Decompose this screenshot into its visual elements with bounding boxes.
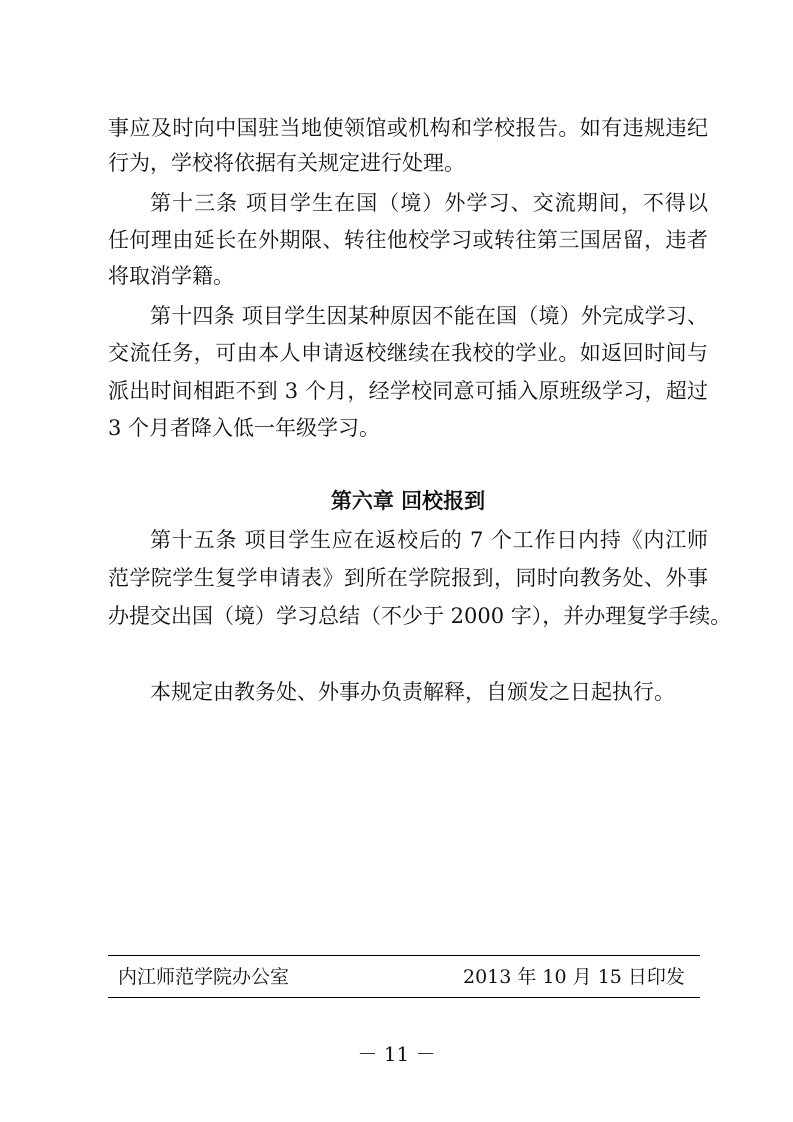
closing-statement: 本规定由教务处、外事办负责解释，自颁发之日起执行。 xyxy=(150,680,675,704)
chapter-heading: 第六章 回校报到 xyxy=(330,489,486,513)
article-15-line-3: 办提交出国（境）学习总结（不少于 2000 字），并办理复学手续。 xyxy=(108,604,732,628)
article-14-line-3: 派出时间相距不到 3 个月，经学校同意可插入原班级学习，超过 xyxy=(108,379,708,403)
paragraph-1-line-1: 事应及时向中国驻当地使领馆或机构和学校报告。如有违规违纪 xyxy=(108,116,708,140)
article-13-line-3: 将取消学籍。 xyxy=(108,264,234,288)
footer-rule-bottom xyxy=(108,997,700,998)
footer-rule-top xyxy=(108,955,700,956)
article-14-line-4: 3 个月者降入低一年级学习。 xyxy=(108,416,381,440)
article-13-line-1: 第十三条 项目学生在国（境）外学习、交流期间，不得以 xyxy=(150,191,708,215)
footer-issuer: 内江师范学院办公室 xyxy=(118,966,290,988)
article-14-line-1: 第十四条 项目学生因某种原因不能在国（境）外完成学习、 xyxy=(150,304,708,328)
article-15-line-1: 第十五条 项目学生应在返校后的 7 个工作日内持《内江师 xyxy=(150,528,708,552)
paragraph-1-line-2: 行为，学校将依据有关规定进行处理。 xyxy=(108,151,465,175)
article-13-line-2: 任何理由延长在外期限、转往他校学习或转往第三国居留，违者 xyxy=(108,228,708,252)
page-number: － 11 － xyxy=(357,1042,436,1066)
article-14-line-2: 交流任务，可由本人申请返校继续在我校的学业。如返回时间与 xyxy=(108,341,708,365)
article-15-line-2: 范学院学生复学申请表》到所在学院报到，同时向教务处、外事 xyxy=(108,566,708,590)
footer-date: 2013 年 10 月 15 日印发 xyxy=(463,966,685,988)
